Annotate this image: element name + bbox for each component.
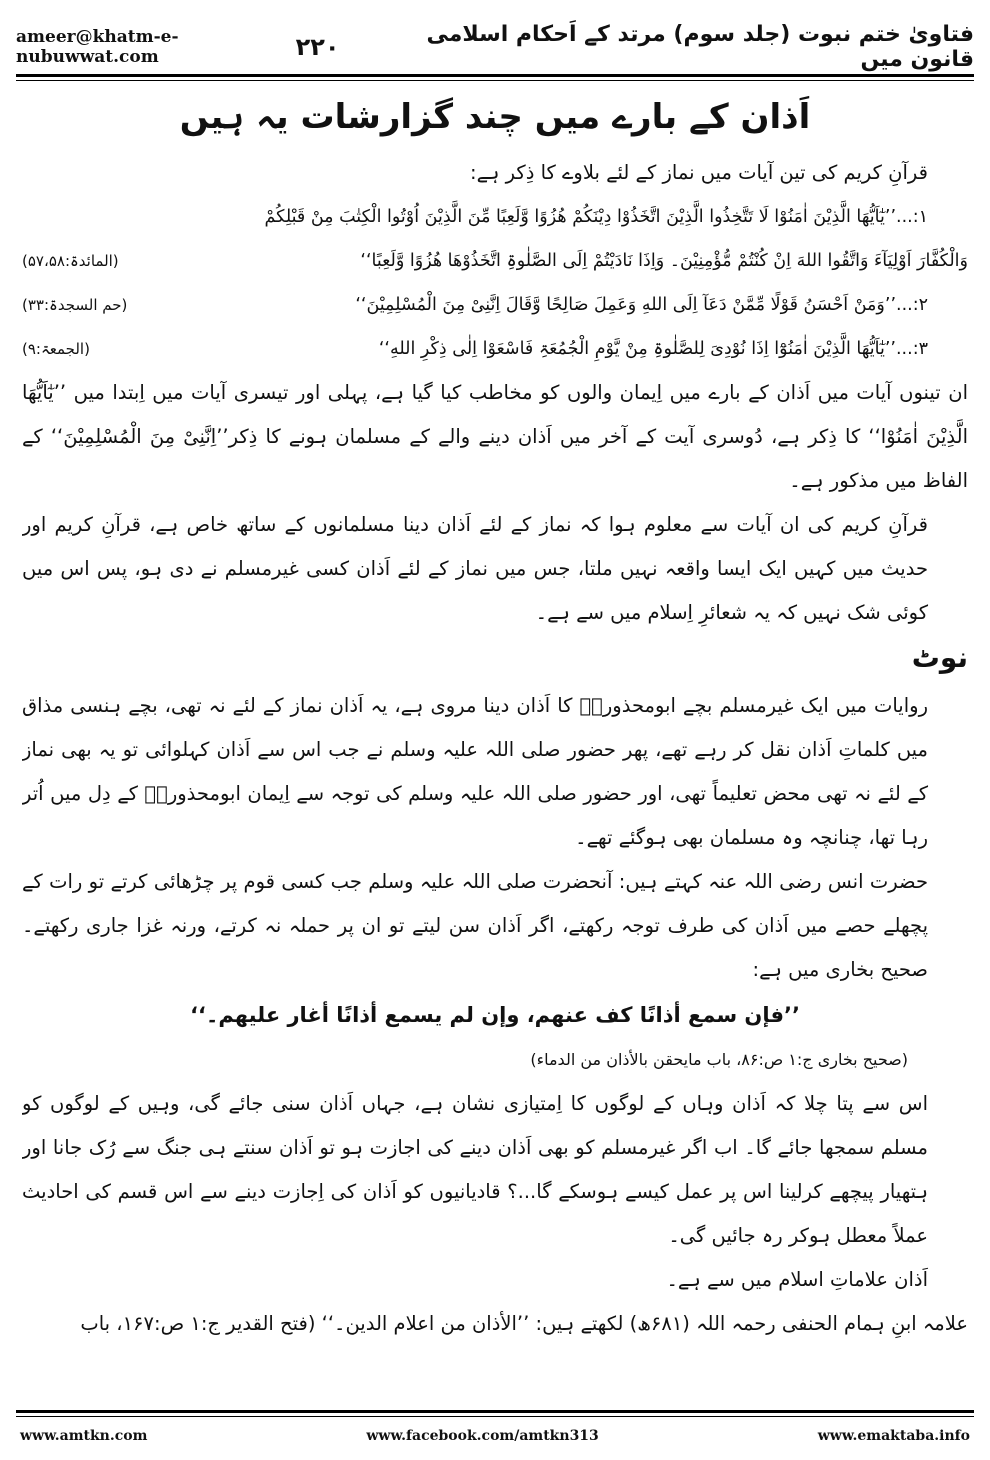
page-number: ۲۲۰ <box>295 33 340 61</box>
verse-3-text: ۳:...’’یٰٓاَیُّھَا الَّذِیْنَ اٰمَنُوْٓا اِذَا نُوْدِیَ لِلصَّلٰوۃِ مِنْ یَّوْمِ الْجُمُعَۃِ فَاسْعَوْا اِلٰی ذِکْرِ اللهِ‘‘ <box>378 339 928 359</box>
verse-1-reference: (المائدۃ:۵۷،۵۸) <box>22 252 119 270</box>
hadith-quote: ’’فإن سمع أذانًا كف عنهم، وإن لم يسمع أذانًا أغار عليهم۔‘‘ <box>190 1003 800 1027</box>
footer-rule <box>16 1410 974 1413</box>
verse-1-text-2: وَالْکُفَّارَ اَوْلِیَآءَ وَاتَّقُوا اللهَ اِنْ کُنْتُمْ مُّؤْمِنِیْنَ۔ وَاِذَا نَادَیْتُمْ اِلَی الصَّلٰوۃِ اتَّخَذُوْھَا ھُزُوًا وَّلَعِبًا‘‘ <box>360 251 968 271</box>
footer-link-facebook[interactable]: www.facebook.com/amtkn313 <box>366 1428 599 1444</box>
header-rule <box>16 74 974 77</box>
note-paragraph-5: علامہ ابنِ ہمام الحنفی رحمہ اللہ (۶۸۱ھ) لکھتے ہیں: ’’الأذان من اعلام الدین۔‘‘ (فتح القدیر ج:۱ ص:۱۶۷، باب <box>80 1312 968 1335</box>
verse-2-reference: (حم السجدۃ:۳۳) <box>22 296 128 314</box>
section-heading: اَذان کے بارے میں چند گزارشات یہ ہیں <box>179 97 811 137</box>
paragraph-2: قرآنِ کریم کی ان آیات سے معلوم ہوا کہ نماز کے لئے اَذان دینا مسلمانوں کے ساتھ خاص ہے، قرآنِ کریم اور حدیث میں کہیں ایک ایسا واقعہ نہیں ملتا، جس میں نماز کے لئے اَذان کسی غیرمسلم نے دی ہو، پس اس میں کوئی شک نہیں کہ یہ شعائرِ اِسلام میں سے ہے۔ <box>22 513 928 624</box>
verse-1-line-2 <box>22 239 968 283</box>
footer-link-emaktaba[interactable]: www.emaktaba.info <box>817 1428 970 1444</box>
header-book-title: فتاویٰ ختم نبوت (جلد سوم) مرتد کے اَحکام اسلامی قانون میں <box>426 22 974 72</box>
header-rule-thin <box>16 80 974 81</box>
verse-2-text: ۲:...’’وَمَنْ اَحْسَنُ قَوْلًا مِّمَّنْ دَعَآ اِلَی اللهِ وَعَمِلَ صَالِحًا وَّقَالَ اِنَّنِیْ مِنَ الْمُسْلِمِیْنَ‘‘ <box>355 295 928 315</box>
paragraph-1: ان تینوں آیات میں اَذان کے بارے میں اِیمان والوں کو مخاطب کیا گیا ہے، پہلی اور تیسری آیات میں اِبتدا میں ’’یٰٓاَیُّھَا الَّذِیْنَ اٰمَنُوْا‘‘ کا ذِکر ہے، دُوسری آیت کے آخر میں اَذان دینے والے کے مسلمان ہونے کا ذِکر’’اِنَّنِیْ مِنَ الْمُسْلِمِیْنَ‘‘ کے الفاظ میں مذکور ہے۔ <box>22 381 968 492</box>
verse-3-reference: (الجمعۃ:۹) <box>22 340 90 358</box>
footer-rule-thin <box>16 1416 974 1417</box>
page-footer <box>20 1424 970 1448</box>
note-paragraph-2: حضرت انس رضی اللہ عنہ کہتے ہیں: آنحضرت صلی اللہ علیہ وسلم جب کسی قوم پر چڑھائی کرتے تو رات کے پچھلے حصے میں اَذان کی طرف توجہ رکھتے، اگر اَذان سن لیتے تو ان پر حملہ نہ کرتے، ورنہ غزا جاری رکھتے۔ صحیح بخاری میں ہے: <box>22 870 928 981</box>
intro-paragraph: قرآنِ کریم کی تین آیات میں نماز کے لئے بلاوے کا ذِکر ہے: <box>470 161 928 184</box>
hadith-citation: (صحیح بخاری ج:۱ ص:۸۶، باب مایحقن بالأذان من الدماء) <box>530 1050 908 1069</box>
header-title-group <box>296 22 974 72</box>
page-content <box>22 92 968 1402</box>
verse-1-line-1 <box>22 195 968 239</box>
note-paragraph-4: اَذان علاماتِ اسلام میں سے ہے۔ <box>666 1268 928 1291</box>
verse-2 <box>22 283 968 327</box>
note-paragraph-3: اس سے پتا چلا کہ اَذان وہاں کے لوگوں کا اِمتیازی نشان ہے، جہاں اَذان سنی جائے گی، وہیں کے لوگوں کو مسلم سمجھا جائے گا۔ اب اگر غیرمسلم کو بھی اَذان دینے کی اجازت ہو تو اَذان سنتے ہی جنگ سے رُک جانا اور ہتھیار پیچھے کرلینا اس پر عمل کیسے ہوسکے گا...؟ قادیانیوں کو اَذان کی اِجازت دینے سے اس قسم کی احادیث عملاً معطل ہوکر رہ جائیں گی۔ <box>22 1092 928 1247</box>
note-title: نوٹ <box>911 641 968 674</box>
page-header <box>16 22 974 72</box>
note-paragraph-1: روایات میں ایک غیرمسلم بچے ابومحذورہؓ کا اَذان دینا مروی ہے، یہ اَذان نماز کے لئے نہ تھی، بچے ہنسی مذاق میں کلماتِ اَذان نقل کر رہے تھے، پھر حضور صلی اللہ علیہ وسلم نے جب اس سے اَذان کہلوائی تو یہ بھی نماز کے لئے نہ تھی محض تعلیماً تھی، اور حضور صلی اللہ علیہ وسلم کی توجہ سے اِیمان ابومحذورہؓ کے دِل میں اُتر رہا تھا، چنانچہ وہ مسلمان بھی ہوگئے تھے۔ <box>22 694 928 849</box>
header-email: ameer@khatm-e-nubuwwat.com <box>16 27 179 67</box>
verse-3 <box>22 327 968 371</box>
verse-1-text: ۱:...’’یٰٓاَیُّھَا الَّذِیْنَ اٰمَنُوْا لَا تَتَّخِذُوا الَّذِیْنَ اتَّخَذُوْا دِیْنَکُمْ ھُزُوًا وَّلَعِبًا مِّنَ الَّذِیْنَ اُوْتُوا الْکِتٰبَ مِنْ قَبْلِکُمْ <box>264 207 928 227</box>
footer-link-amtkn[interactable]: www.amtkn.com <box>20 1428 148 1444</box>
